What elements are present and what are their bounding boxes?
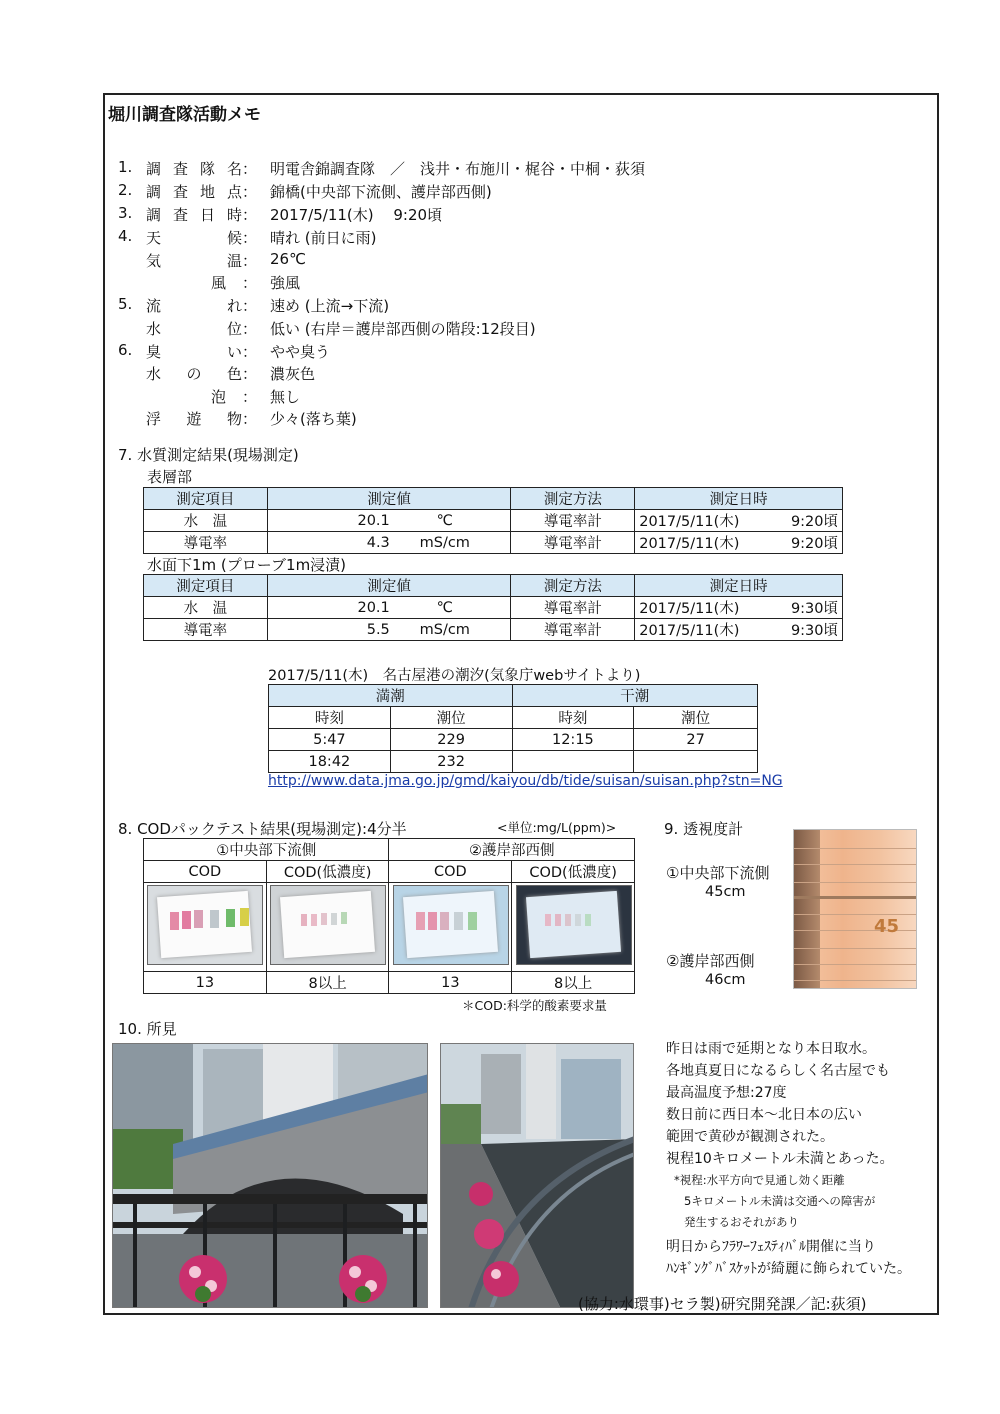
info-value: 2017/5/11(木) 9:20頃 <box>270 206 443 224</box>
cell-datetime <box>635 597 843 619</box>
value-number: 20.1 <box>357 599 390 616</box>
info-colon: ： <box>242 183 258 201</box>
info-colon: ： <box>242 297 258 315</box>
surface-label: 表層部 <box>147 468 193 486</box>
findings-line: 各地真夏日になるらしく名古屋でも <box>666 1063 890 1079</box>
findings-line: 数日前に西日本～北日本の広い <box>666 1107 862 1123</box>
transparency-point2-value: 46cm <box>705 972 746 988</box>
info-number: 6. <box>118 341 133 359</box>
info-colon: ： <box>242 343 258 361</box>
cod-value: 13 <box>144 972 267 994</box>
info-value: 少々(落ち葉) <box>270 410 357 428</box>
table-row <box>269 729 758 751</box>
value-unit: mS/cm <box>419 621 470 638</box>
depth-table <box>143 574 843 641</box>
cell-high-time: 5:47 <box>269 729 391 751</box>
cell-high-level: 229 <box>390 729 512 751</box>
cod-group2: ②護岸部西側 <box>389 839 635 861</box>
river-photo-art <box>441 1044 634 1308</box>
cod-photo-3 <box>393 885 509 965</box>
date: 2017/5/11(木) <box>639 623 740 639</box>
info-value: 無し <box>270 388 301 406</box>
info-number: 3. <box>118 204 133 222</box>
cod-photo-1 <box>147 885 263 965</box>
water-section-title: 7. 水質測定結果(現場測定) <box>118 446 299 464</box>
cell-datetime <box>635 510 843 532</box>
header-datetime: 測定日時 <box>635 488 843 510</box>
cod-value: 13 <box>389 972 512 994</box>
cell-datetime <box>635 619 843 641</box>
info-number: 2. <box>118 181 133 199</box>
time: 9:20頃 <box>790 536 838 552</box>
info-label: 調査日時 <box>146 206 242 224</box>
header-level: 潮位 <box>634 707 758 729</box>
info-number: 5. <box>118 295 133 313</box>
header-datetime: 測定日時 <box>635 575 843 597</box>
cod-footnote: ＊COD:科学的酸素要求量 <box>462 998 607 1013</box>
date: 2017/5/11(木) <box>639 536 740 552</box>
page-title: 堀川調査隊活動メモ <box>108 105 261 125</box>
info-label: 風 <box>210 274 226 292</box>
time: 9:20頃 <box>790 514 838 530</box>
info-value: 濃灰色 <box>270 365 316 383</box>
info-value: 明電舎錦調査隊 ／ 浅井・布施川・梶谷・中桐・荻須 <box>270 160 646 178</box>
info-colon: ： <box>242 229 258 247</box>
value-number: 20.1 <box>357 512 390 529</box>
info-label: 泡 <box>210 388 226 406</box>
info-colon: ： <box>242 252 258 270</box>
cell-low-time <box>512 751 634 773</box>
info-value: 低い (右岸＝護岸部西側の階段:12段目) <box>270 320 536 338</box>
findings-section-title: 10. 所見 <box>118 1020 177 1038</box>
header-item: 測定項目 <box>144 488 268 510</box>
cell-datetime <box>635 532 843 554</box>
findings-line: 範囲で黄砂が観測された。 <box>666 1129 834 1145</box>
cell-method: 導電率計 <box>511 510 635 532</box>
info-colon: ： <box>242 160 258 178</box>
header-time: 時刻 <box>512 707 634 729</box>
info-colon: ： <box>242 365 258 383</box>
header-high-tide: 満潮 <box>269 685 513 707</box>
transparency-point1-label: ①中央部下流側 <box>666 864 770 882</box>
info-value: 26℃ <box>270 250 306 268</box>
bridge-photo <box>112 1043 428 1308</box>
info-label: 気 温 <box>146 252 242 270</box>
cell-item: 水 温 <box>144 597 268 619</box>
header-time: 時刻 <box>269 707 391 729</box>
cell-item: 水 温 <box>144 510 268 532</box>
footer-credit: (協力:水環事)セラ製)研究開発課／記:荻須) <box>578 1295 867 1313</box>
value-unit: mS/cm <box>419 534 470 551</box>
tube-mark-45: 45 <box>874 916 900 937</box>
cell-value <box>267 532 511 554</box>
info-label: 浮 遊 物 <box>146 410 242 428</box>
value-number: 5.5 <box>366 621 390 638</box>
info-colon: ： <box>242 410 258 428</box>
header-cod-low: COD(低濃度) <box>512 861 635 883</box>
header-value: 測定値 <box>267 488 511 510</box>
transparency-section-title: 9. 透視度計 <box>664 820 744 838</box>
info-number: 4. <box>118 227 133 245</box>
findings-line: 5キロメートル未満は交通への障害が <box>684 1194 876 1208</box>
cod-photo-4 <box>516 885 632 965</box>
time: 9:30頃 <box>790 623 838 639</box>
time: 9:30頃 <box>790 601 838 617</box>
surface-table <box>143 487 843 554</box>
cell-value <box>267 619 511 641</box>
info-label: 臭 い <box>146 343 242 361</box>
cell-low-level: 27 <box>634 729 758 751</box>
cod-photo-2 <box>270 885 386 965</box>
findings-line: 発生するおそれがあり <box>684 1215 799 1229</box>
cell-low-time: 12:15 <box>512 729 634 751</box>
cell-item: 導電率 <box>144 619 268 641</box>
cod-low-value: 8以上 <box>512 972 635 994</box>
cod-group1: ①中央部下流側 <box>144 839 389 861</box>
info-label: 流 れ <box>146 297 242 315</box>
findings-line: 視程10キロメートル未満とあった。 <box>666 1151 894 1167</box>
cod-unit: <単位:mg/L(ppm)> <box>497 820 617 835</box>
cell-high-level: 232 <box>390 751 512 773</box>
info-label: 水 の 色 <box>146 365 242 383</box>
info-colon: ： <box>242 320 258 338</box>
info-label: 調査地点 <box>146 183 242 201</box>
cell-item: 導電率 <box>144 532 268 554</box>
header-cod-low: COD(低濃度) <box>266 861 389 883</box>
transparency-point2-label: ②護岸部西側 <box>666 952 755 970</box>
info-value: やや臭う <box>270 343 331 361</box>
transparency-point1-value: 45cm <box>705 884 746 900</box>
cell-value <box>267 597 511 619</box>
header-item: 測定項目 <box>144 575 268 597</box>
cell-high-time: 18:42 <box>269 751 391 773</box>
findings-line: 昨日は雨で延期となり本日取水。 <box>666 1041 876 1057</box>
value-unit: ℃ <box>436 512 453 529</box>
tide-table <box>268 684 758 773</box>
table-row <box>269 751 758 773</box>
cod-section-title: 8. CODパックテスト結果(現場測定):4分半 <box>118 820 407 838</box>
tide-caption: 2017/5/11(木) 名古屋港の潮汐(気象庁webサイトより) <box>268 668 641 684</box>
depth-label: 水面下1m (プローブ1m浸漬) <box>147 556 347 574</box>
value-unit: ℃ <box>436 599 453 616</box>
info-number: 1. <box>118 158 133 176</box>
cell-method: 導電率計 <box>511 619 635 641</box>
findings-line: 最高温度予想:27度 <box>666 1085 787 1101</box>
info-label: 水 位 <box>146 320 242 338</box>
info-colon: ： <box>242 206 258 224</box>
info-value: 晴れ (前日に雨) <box>270 229 377 247</box>
header-method: 測定方法 <box>511 488 635 510</box>
cell-method: 導電率計 <box>511 597 635 619</box>
transparency-tube-photo <box>793 829 917 989</box>
header-level: 潮位 <box>390 707 512 729</box>
cod-low-value: 8以上 <box>266 972 389 994</box>
info-value: 速め (上流→下流) <box>270 297 390 315</box>
table-row <box>144 532 843 554</box>
jma-tide-link[interactable]: http://www.data.jma.go.jp/gmd/kaiyou/db/tide/suisan/suisan.php?stn=NG <box>268 773 783 789</box>
river-photo <box>440 1043 634 1308</box>
header-cod: COD <box>389 861 512 883</box>
cell-method: 導電率計 <box>511 532 635 554</box>
table-row <box>144 510 843 532</box>
findings-line: ﾊﾝｷﾞﾝｸﾞﾊﾞｽｹｯﾄが綺麗に飾られていた。 <box>666 1261 911 1277</box>
info-colon: ： <box>242 388 258 406</box>
date: 2017/5/11(木) <box>639 514 740 530</box>
info-label: 調査隊名 <box>146 160 242 178</box>
header-low-tide: 干潮 <box>512 685 758 707</box>
value-number: 4.3 <box>366 534 390 551</box>
header-value: 測定値 <box>267 575 511 597</box>
info-label: 天 候 <box>146 229 242 247</box>
table-row <box>144 972 635 994</box>
header-method: 測定方法 <box>511 575 635 597</box>
info-colon: ： <box>242 274 258 292</box>
info-value: 錦橋(中央部下流側、護岸部西側) <box>270 183 492 201</box>
table-row <box>144 597 843 619</box>
info-value: 強風 <box>270 274 301 292</box>
cell-low-level <box>634 751 758 773</box>
findings-line: *視程:水平方向で見通し効く距離 <box>674 1173 845 1187</box>
findings-line: 明日からﾌﾗﾜｰﾌｪｽﾃｨﾊﾞﾙ開催に当り <box>666 1239 876 1255</box>
header-cod: COD <box>144 861 267 883</box>
date: 2017/5/11(木) <box>639 601 740 617</box>
bridge-photo-art <box>113 1044 428 1308</box>
cell-value <box>267 510 511 532</box>
table-row <box>144 619 843 641</box>
